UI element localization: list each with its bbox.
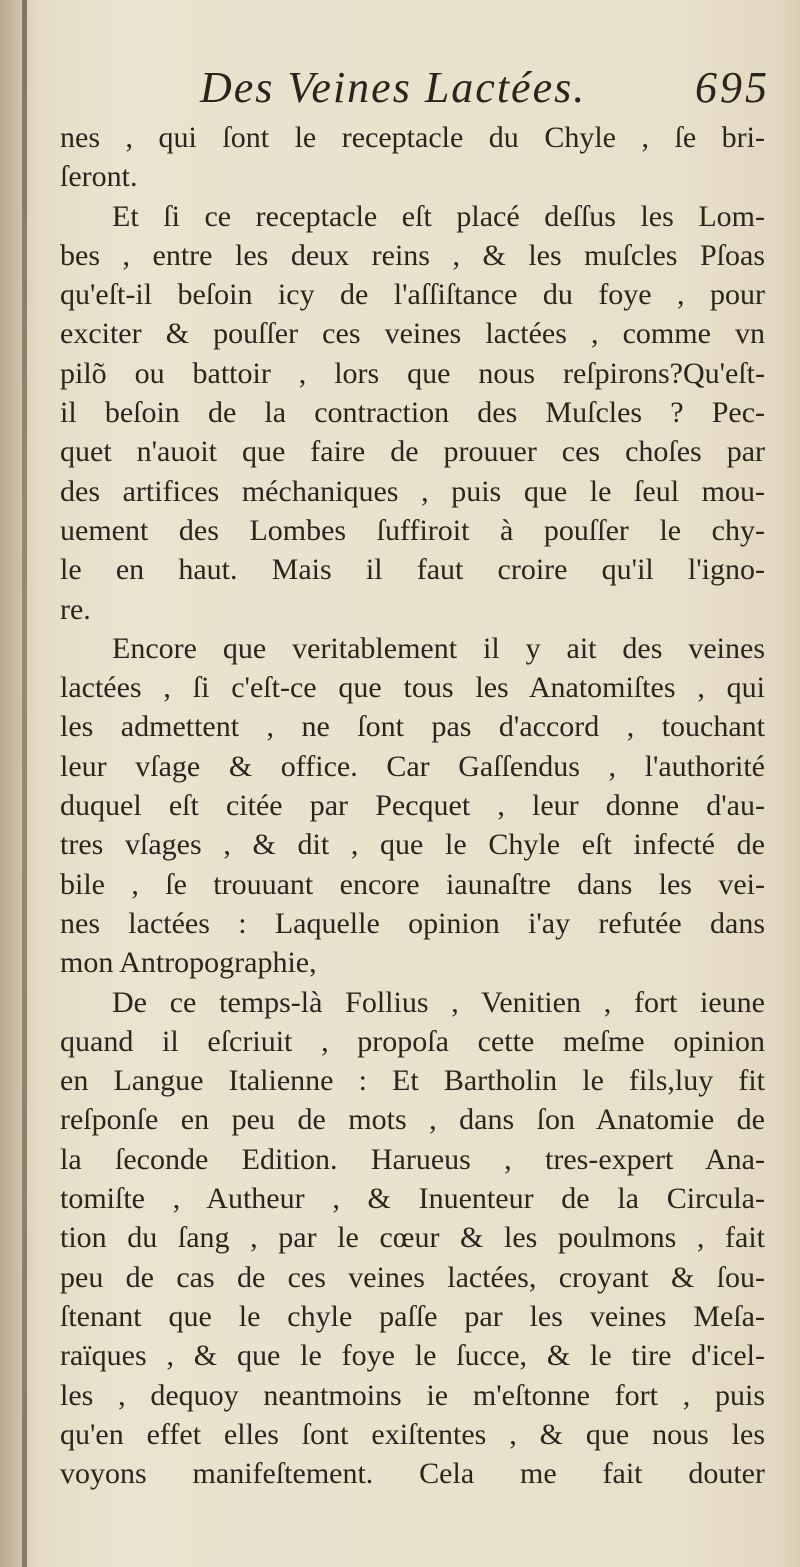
text-line: Encore que veritablement il y ait des veines (112, 631, 765, 665)
text-line: quet n'auoit que faire de prouuer ces choſes par (60, 435, 765, 469)
text-line: re. (60, 592, 91, 626)
running-title: Des Veines Lactées. (200, 63, 587, 112)
text-line: la ſeconde Edition. Harueus , tres-expert Ana- (60, 1142, 765, 1176)
text-line: ſtenant que le chyle paſſe par les veines Meſa- (60, 1299, 765, 1333)
text-line: duquel eſt citée par Pecquet , leur donne d'au- (60, 789, 765, 823)
text-line: qu'eſt-il beſoin icy de l'aſſiſtance du foye , pour (60, 278, 765, 312)
text-line: nes , qui ſont le receptacle du Chyle , ſe bri- (60, 121, 765, 154)
text-line: des artifices méchaniques , puis que le ſeul mou- (60, 474, 765, 508)
text-line: qu'en effet elles ſont exiſtentes , & que nous les (60, 1417, 765, 1451)
text-line: exciter & pouſſer ces veines lactées , comme vn (60, 317, 765, 351)
page-number: 695 (695, 63, 770, 112)
text-line: tres vſages , & dit , que le Chyle eſt infecté de (60, 828, 765, 862)
text-line: le en haut. Mais il faut croire qu'il l'igno- (60, 553, 765, 587)
text-line: mon Antropographie, (60, 946, 317, 980)
text-line: voyons manifeſtement. Cela me fait douter (60, 1457, 765, 1491)
text-line: il beſoin de la contraction des Muſcles ? Pec- (60, 396, 765, 430)
binding-edge (22, 0, 27, 1567)
text-line: Et ſi ce receptacle eſt placé deſſus les Lom- (112, 199, 765, 233)
text-line: raïques , & que le foye le ſucce, & le tire d'icel- (60, 1339, 765, 1373)
text-line: tion du ſang , par le cœur & les poulmons , fait (60, 1221, 765, 1255)
text-line: les , dequoy neantmoins ie m'eſtonne fort , puis (60, 1378, 765, 1412)
text-line: ſeront. (60, 160, 138, 194)
text-line: De ce temps-là Follius , Venitien , fort ieune (112, 985, 765, 1019)
text-line: peu de cas de ces veines lactées, croyant & ſou- (60, 1260, 765, 1294)
text-line: bile , ſe trouuant encore iaunaſtre dans les vei- (60, 867, 765, 901)
text-line: nes lactées : Laquelle opinion i'ay refutée dans (60, 906, 765, 940)
text-line: uement des Lombes ſuffiroit à pouſſer le chy- (60, 513, 765, 547)
body-text (60, 118, 765, 1493)
text-line: en Langue Italienne : Et Bartholin le fils,luy fit (60, 1064, 765, 1098)
text-line: pilõ ou battoir , lors que nous reſpirons?Qu'eſt- (60, 356, 765, 390)
text-line: les admettent , ne ſont pas d'accord , touchant (60, 710, 765, 744)
text-line: quand il eſcriuit , propoſa cette meſme opinion (60, 1024, 765, 1058)
binding-shadow (0, 0, 22, 1567)
text-line: tomiſte , Autheur , & Inuenteur de la Circula- (60, 1182, 765, 1216)
text-line: reſponſe en peu de mots , dans ſon Anatomie de (60, 1103, 765, 1137)
text-line: lactées , ſi c'eſt-ce que tous les Anatomiſtes , qui (60, 671, 765, 705)
text-line: bes , entre les deux reins , & les muſcles Pſoas (60, 238, 765, 272)
text-line: leur vſage & office. Car Gaſſendus , l'authorité (60, 749, 765, 783)
page-header (200, 62, 770, 112)
